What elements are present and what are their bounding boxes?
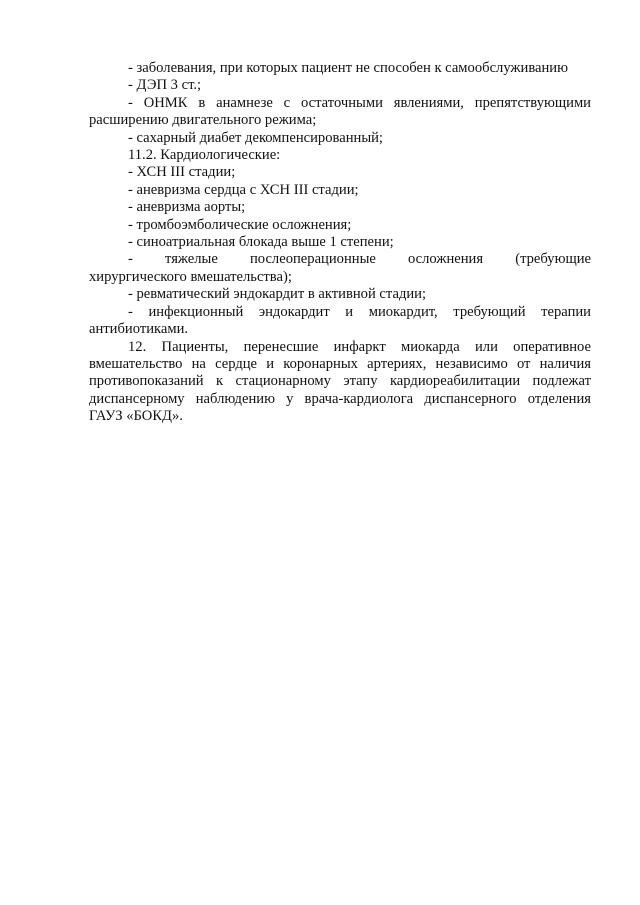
paragraph-12-line3: противопоказаний к стационарному этапу кардиореабилитации подлежат: [89, 373, 591, 390]
paragraph-12-line4: диспансерному наблюдению у врача-кардиолога диспансерного отделения: [89, 390, 591, 407]
paragraph-12-line2: вмешательство на сердце и коронарных артериях, независимо от наличия: [89, 355, 591, 372]
list-item-onmk-line2: расширению двигательного режима;: [89, 112, 317, 129]
list-item-hsn: - ХСН III стадии;: [128, 164, 236, 181]
section-heading-cardiology: 11.2. Кардиологические:: [128, 147, 281, 164]
list-item-aortic-aneurysm: - аневризма аорты;: [128, 199, 246, 216]
list-item-onmk-line1: - ОНМК в анамнезе с остаточными явлениями, препятствующими: [128, 94, 591, 111]
list-item-postop-line2: хирургического вмешательства);: [89, 268, 292, 285]
list-item-rheumatic: - ревматический эндокардит в активной стадии;: [128, 286, 427, 303]
list-item-diabetes: - сахарный диабет декомпенсированный;: [128, 129, 383, 146]
list-item-infectious-line1: - инфекционный эндокардит и миокардит, требующий терапии: [128, 303, 591, 320]
list-item-infectious-line2: антибиотиками.: [89, 321, 189, 338]
list-item-sinoatrial-block: - синоатриальная блокада выше 1 степени;: [128, 234, 394, 251]
paragraph-12-line5: ГАУЗ «БОКД».: [89, 408, 183, 425]
list-item-self-care: - заболевания, при которых пациент не способен к самообслуживанию: [128, 60, 569, 76]
paragraph-12-line1: 12. Пациенты, перенесшие инфаркт миокарда или оперативное: [128, 338, 591, 355]
list-item-thromboembolic: - тромбоэмболические осложнения;: [128, 216, 352, 233]
list-item-dep: - ДЭП 3 ст.;: [128, 77, 202, 94]
list-item-postop-line1: - тяжелые послеоперационные осложнения (требующие: [128, 251, 591, 268]
document-body: [89, 60, 591, 426]
list-item-heart-aneurysm: - аневризма сердца с ХСН III стадии;: [128, 181, 359, 198]
